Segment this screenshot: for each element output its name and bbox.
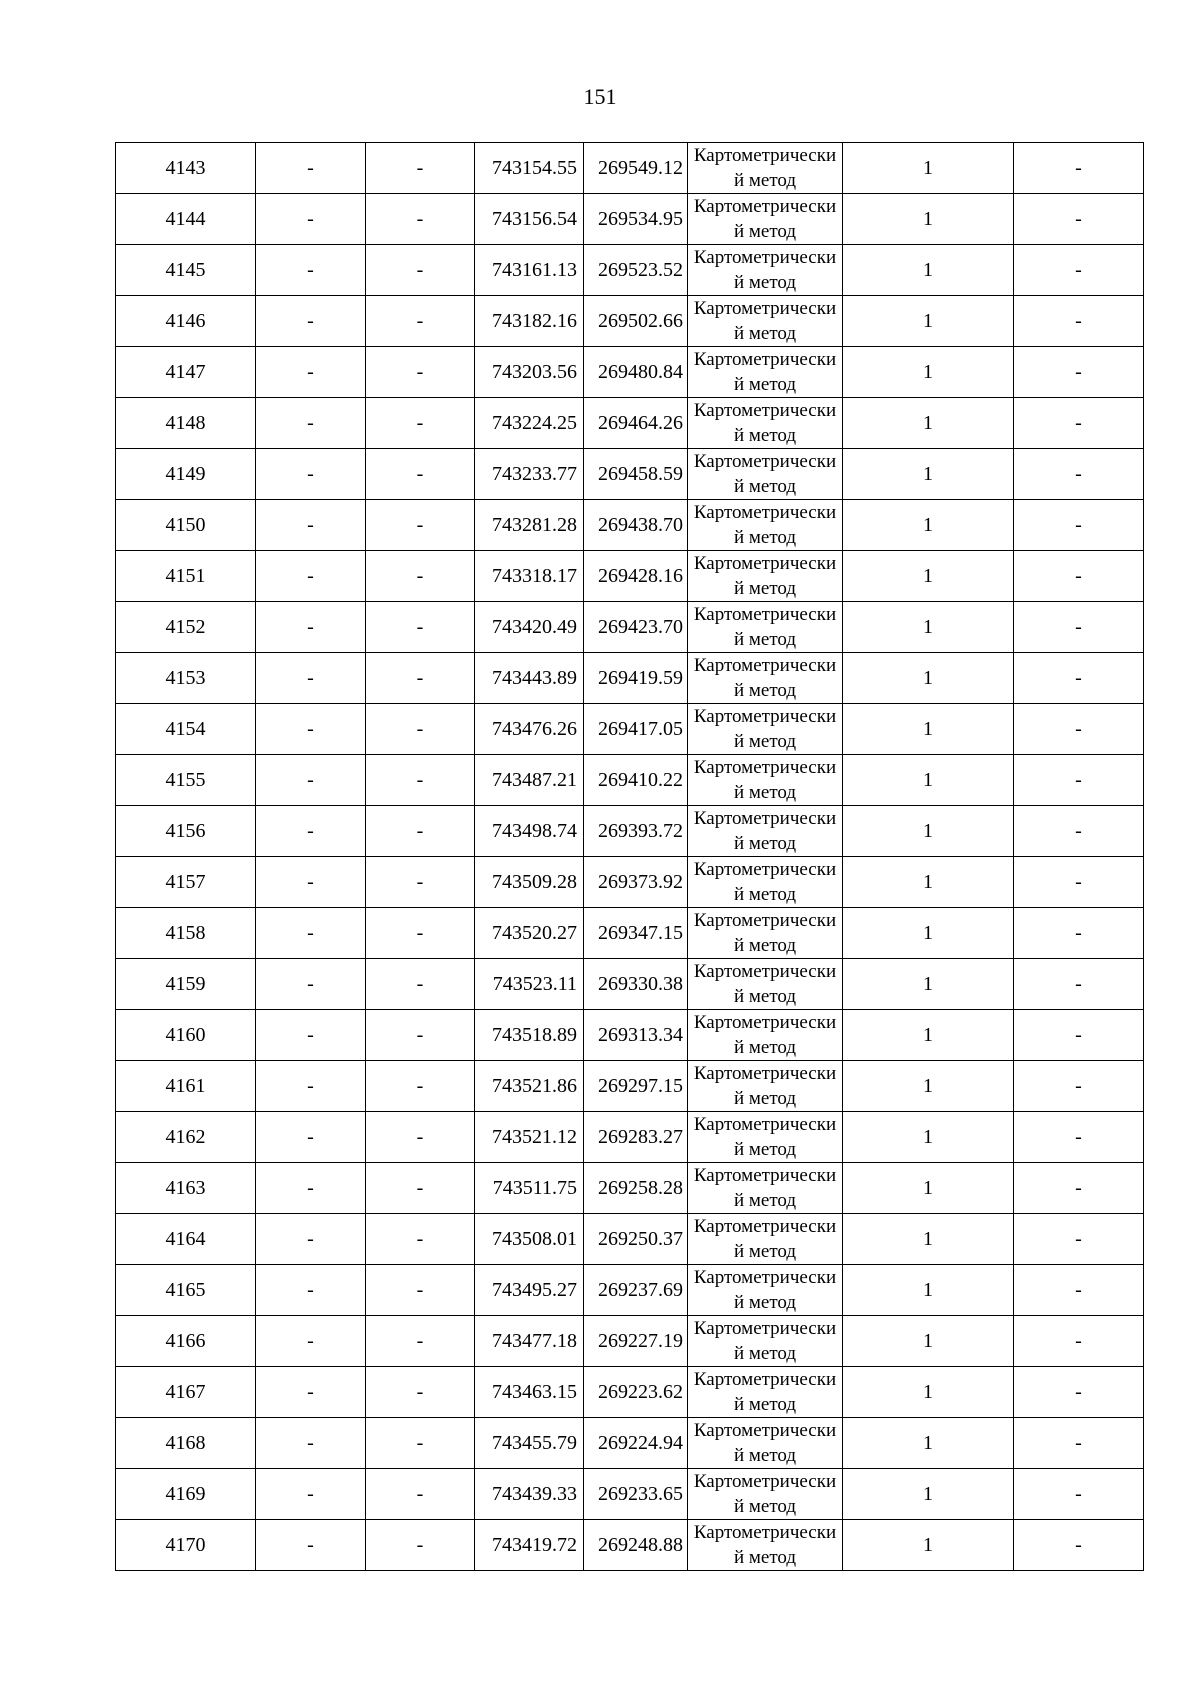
- note-cell: -: [1014, 1010, 1144, 1061]
- accuracy-cell: 1: [843, 347, 1014, 398]
- accuracy-cell: 1: [843, 1112, 1014, 1163]
- x-coordinate-cell: 743508.01: [475, 1214, 584, 1265]
- note-cell: -: [1014, 1469, 1144, 1520]
- x-coordinate-cell: 743203.56: [475, 347, 584, 398]
- x-coordinate-cell: 743495.27: [475, 1265, 584, 1316]
- note-cell: -: [1014, 806, 1144, 857]
- accuracy-cell: 1: [843, 959, 1014, 1010]
- table-row: [116, 704, 1144, 755]
- point-number-cell: 4166: [116, 1316, 256, 1367]
- y-coordinate-cell: 269373.92: [584, 857, 688, 908]
- dash-cell: -: [366, 1265, 475, 1316]
- dash-cell: -: [256, 551, 366, 602]
- dash-cell: -: [366, 653, 475, 704]
- dash-cell: -: [256, 653, 366, 704]
- point-number-cell: 4148: [116, 398, 256, 449]
- table-row: [116, 143, 1144, 194]
- y-coordinate-cell: 269248.88: [584, 1520, 688, 1571]
- y-coordinate-cell: 269502.66: [584, 296, 688, 347]
- x-coordinate-cell: 743521.12: [475, 1112, 584, 1163]
- note-cell: -: [1014, 347, 1144, 398]
- dash-cell: -: [366, 1418, 475, 1469]
- y-coordinate-cell: 269224.94: [584, 1418, 688, 1469]
- x-coordinate-cell: 743498.74: [475, 806, 584, 857]
- x-coordinate-cell: 743182.16: [475, 296, 584, 347]
- dash-cell: -: [366, 1163, 475, 1214]
- y-coordinate-cell: 269458.59: [584, 449, 688, 500]
- x-coordinate-cell: 743233.77: [475, 449, 584, 500]
- dash-cell: -: [366, 449, 475, 500]
- accuracy-cell: 1: [843, 653, 1014, 704]
- dash-cell: -: [256, 1520, 366, 1571]
- dash-cell: -: [256, 704, 366, 755]
- dash-cell: -: [366, 806, 475, 857]
- method-cell: Картометрический метод: [688, 704, 843, 755]
- accuracy-cell: 1: [843, 1418, 1014, 1469]
- accuracy-cell: 1: [843, 1163, 1014, 1214]
- table-row: [116, 806, 1144, 857]
- accuracy-cell: 1: [843, 1214, 1014, 1265]
- dash-cell: -: [256, 194, 366, 245]
- point-number-cell: 4167: [116, 1367, 256, 1418]
- method-cell: Картометрический метод: [688, 1265, 843, 1316]
- dash-cell: -: [366, 704, 475, 755]
- note-cell: -: [1014, 959, 1144, 1010]
- dash-cell: -: [366, 296, 475, 347]
- dash-cell: -: [256, 1469, 366, 1520]
- table-row: [116, 908, 1144, 959]
- accuracy-cell: 1: [843, 1316, 1014, 1367]
- point-number-cell: 4150: [116, 500, 256, 551]
- x-coordinate-cell: 743463.15: [475, 1367, 584, 1418]
- dash-cell: -: [366, 245, 475, 296]
- point-number-cell: 4158: [116, 908, 256, 959]
- dash-cell: -: [366, 143, 475, 194]
- table-row: [116, 1316, 1144, 1367]
- method-cell: Картометрический метод: [688, 296, 843, 347]
- x-coordinate-cell: 743161.13: [475, 245, 584, 296]
- y-coordinate-cell: 269549.12: [584, 143, 688, 194]
- note-cell: -: [1014, 1214, 1144, 1265]
- accuracy-cell: 1: [843, 1367, 1014, 1418]
- dash-cell: -: [256, 857, 366, 908]
- method-cell: Картометрический метод: [688, 959, 843, 1010]
- note-cell: -: [1014, 245, 1144, 296]
- dash-cell: -: [256, 755, 366, 806]
- dash-cell: -: [366, 959, 475, 1010]
- point-number-cell: 4160: [116, 1010, 256, 1061]
- note-cell: -: [1014, 551, 1144, 602]
- y-coordinate-cell: 269480.84: [584, 347, 688, 398]
- y-coordinate-cell: 269227.19: [584, 1316, 688, 1367]
- dash-cell: -: [256, 602, 366, 653]
- table-row: [116, 194, 1144, 245]
- dash-cell: -: [256, 245, 366, 296]
- point-number-cell: 4164: [116, 1214, 256, 1265]
- note-cell: -: [1014, 500, 1144, 551]
- method-cell: Картометрический метод: [688, 1163, 843, 1214]
- x-coordinate-cell: 743281.28: [475, 500, 584, 551]
- accuracy-cell: 1: [843, 500, 1014, 551]
- x-coordinate-cell: 743477.18: [475, 1316, 584, 1367]
- table-row: [116, 1112, 1144, 1163]
- method-cell: Картометрический метод: [688, 1061, 843, 1112]
- y-coordinate-cell: 269423.70: [584, 602, 688, 653]
- dash-cell: -: [256, 959, 366, 1010]
- note-cell: -: [1014, 857, 1144, 908]
- table-row: [116, 1469, 1144, 1520]
- method-cell: Картометрический метод: [688, 398, 843, 449]
- method-cell: Картометрический метод: [688, 1520, 843, 1571]
- method-cell: Картометрический метод: [688, 857, 843, 908]
- method-cell: Картометрический метод: [688, 1367, 843, 1418]
- accuracy-cell: 1: [843, 1469, 1014, 1520]
- table-row: [116, 1520, 1144, 1571]
- accuracy-cell: 1: [843, 1520, 1014, 1571]
- method-cell: Картометрический метод: [688, 1010, 843, 1061]
- note-cell: -: [1014, 398, 1144, 449]
- dash-cell: -: [366, 398, 475, 449]
- note-cell: -: [1014, 755, 1144, 806]
- table-row: [116, 347, 1144, 398]
- table-row: [116, 857, 1144, 908]
- x-coordinate-cell: 743511.75: [475, 1163, 584, 1214]
- accuracy-cell: 1: [843, 449, 1014, 500]
- table-row: [116, 1010, 1144, 1061]
- point-number-cell: 4165: [116, 1265, 256, 1316]
- y-coordinate-cell: 269283.27: [584, 1112, 688, 1163]
- dash-cell: -: [366, 755, 475, 806]
- dash-cell: -: [366, 551, 475, 602]
- method-cell: Картометрический метод: [688, 551, 843, 602]
- note-cell: -: [1014, 1418, 1144, 1469]
- y-coordinate-cell: 269523.52: [584, 245, 688, 296]
- dash-cell: -: [256, 806, 366, 857]
- accuracy-cell: 1: [843, 755, 1014, 806]
- y-coordinate-cell: 269297.15: [584, 1061, 688, 1112]
- x-coordinate-cell: 743156.54: [475, 194, 584, 245]
- method-cell: Картометрический метод: [688, 1112, 843, 1163]
- y-coordinate-cell: 269330.38: [584, 959, 688, 1010]
- x-coordinate-cell: 743154.55: [475, 143, 584, 194]
- accuracy-cell: 1: [843, 1265, 1014, 1316]
- method-cell: Картометрический метод: [688, 653, 843, 704]
- dash-cell: -: [256, 1265, 366, 1316]
- x-coordinate-cell: 743420.49: [475, 602, 584, 653]
- x-coordinate-cell: 743509.28: [475, 857, 584, 908]
- y-coordinate-cell: 269410.22: [584, 755, 688, 806]
- x-coordinate-cell: 743487.21: [475, 755, 584, 806]
- dash-cell: -: [366, 1469, 475, 1520]
- point-number-cell: 4169: [116, 1469, 256, 1520]
- dash-cell: -: [256, 1418, 366, 1469]
- dash-cell: -: [366, 347, 475, 398]
- dash-cell: -: [256, 500, 366, 551]
- table-row: [116, 602, 1144, 653]
- dash-cell: -: [366, 1214, 475, 1265]
- accuracy-cell: 1: [843, 602, 1014, 653]
- note-cell: -: [1014, 1163, 1144, 1214]
- point-number-cell: 4168: [116, 1418, 256, 1469]
- table-body: [116, 143, 1144, 1571]
- dash-cell: -: [256, 398, 366, 449]
- note-cell: -: [1014, 602, 1144, 653]
- method-cell: Картометрический метод: [688, 1316, 843, 1367]
- point-number-cell: 4146: [116, 296, 256, 347]
- point-number-cell: 4152: [116, 602, 256, 653]
- point-number-cell: 4153: [116, 653, 256, 704]
- method-cell: Картометрический метод: [688, 602, 843, 653]
- note-cell: -: [1014, 653, 1144, 704]
- y-coordinate-cell: 269258.28: [584, 1163, 688, 1214]
- y-coordinate-cell: 269419.59: [584, 653, 688, 704]
- dash-cell: -: [256, 296, 366, 347]
- x-coordinate-cell: 743455.79: [475, 1418, 584, 1469]
- method-cell: Картометрический метод: [688, 449, 843, 500]
- method-cell: Картометрический метод: [688, 500, 843, 551]
- point-number-cell: 4151: [116, 551, 256, 602]
- method-cell: Картометрический метод: [688, 908, 843, 959]
- method-cell: Картометрический метод: [688, 1418, 843, 1469]
- y-coordinate-cell: 269223.62: [584, 1367, 688, 1418]
- dash-cell: -: [256, 908, 366, 959]
- y-coordinate-cell: 269393.72: [584, 806, 688, 857]
- x-coordinate-cell: 743520.27: [475, 908, 584, 959]
- x-coordinate-cell: 743439.33: [475, 1469, 584, 1520]
- table-row: [116, 449, 1144, 500]
- point-number-cell: 4161: [116, 1061, 256, 1112]
- method-cell: Картометрический метод: [688, 1469, 843, 1520]
- x-coordinate-cell: 743443.89: [475, 653, 584, 704]
- dash-cell: -: [256, 1214, 366, 1265]
- dash-cell: -: [366, 602, 475, 653]
- note-cell: -: [1014, 908, 1144, 959]
- note-cell: -: [1014, 1061, 1144, 1112]
- table-row: [116, 500, 1144, 551]
- accuracy-cell: 1: [843, 551, 1014, 602]
- dash-cell: -: [256, 347, 366, 398]
- y-coordinate-cell: 269428.16: [584, 551, 688, 602]
- method-cell: Картометрический метод: [688, 194, 843, 245]
- dash-cell: -: [256, 1010, 366, 1061]
- note-cell: -: [1014, 296, 1144, 347]
- point-number-cell: 4156: [116, 806, 256, 857]
- dash-cell: -: [256, 1061, 366, 1112]
- dash-cell: -: [366, 857, 475, 908]
- dash-cell: -: [256, 143, 366, 194]
- y-coordinate-cell: 269250.37: [584, 1214, 688, 1265]
- note-cell: -: [1014, 194, 1144, 245]
- y-coordinate-cell: 269233.65: [584, 1469, 688, 1520]
- dash-cell: -: [256, 1112, 366, 1163]
- table-row: [116, 1367, 1144, 1418]
- accuracy-cell: 1: [843, 908, 1014, 959]
- x-coordinate-cell: 743419.72: [475, 1520, 584, 1571]
- x-coordinate-cell: 743521.86: [475, 1061, 584, 1112]
- note-cell: -: [1014, 1112, 1144, 1163]
- accuracy-cell: 1: [843, 806, 1014, 857]
- dash-cell: -: [366, 500, 475, 551]
- table-row: [116, 1214, 1144, 1265]
- dash-cell: -: [256, 1367, 366, 1418]
- table-row: [116, 1163, 1144, 1214]
- y-coordinate-cell: 269438.70: [584, 500, 688, 551]
- dash-cell: -: [256, 1316, 366, 1367]
- method-cell: Картометрический метод: [688, 1214, 843, 1265]
- method-cell: Картометрический метод: [688, 143, 843, 194]
- accuracy-cell: 1: [843, 194, 1014, 245]
- method-cell: Картометрический метод: [688, 347, 843, 398]
- point-number-cell: 4154: [116, 704, 256, 755]
- point-number-cell: 4149: [116, 449, 256, 500]
- note-cell: -: [1014, 704, 1144, 755]
- y-coordinate-cell: 269237.69: [584, 1265, 688, 1316]
- dash-cell: -: [366, 1010, 475, 1061]
- method-cell: Картометрический метод: [688, 755, 843, 806]
- dash-cell: -: [366, 1112, 475, 1163]
- note-cell: -: [1014, 1265, 1144, 1316]
- table-row: [116, 653, 1144, 704]
- y-coordinate-cell: 269417.05: [584, 704, 688, 755]
- point-number-cell: 4162: [116, 1112, 256, 1163]
- point-number-cell: 4170: [116, 1520, 256, 1571]
- point-number-cell: 4159: [116, 959, 256, 1010]
- accuracy-cell: 1: [843, 704, 1014, 755]
- table-row: [116, 398, 1144, 449]
- point-number-cell: 4144: [116, 194, 256, 245]
- accuracy-cell: 1: [843, 143, 1014, 194]
- y-coordinate-cell: 269313.34: [584, 1010, 688, 1061]
- dash-cell: -: [366, 1316, 475, 1367]
- note-cell: -: [1014, 1367, 1144, 1418]
- x-coordinate-cell: 743523.11: [475, 959, 584, 1010]
- y-coordinate-cell: 269464.26: [584, 398, 688, 449]
- page-number: 151: [583, 84, 617, 109]
- note-cell: -: [1014, 1316, 1144, 1367]
- table-row: [116, 245, 1144, 296]
- note-cell: -: [1014, 449, 1144, 500]
- y-coordinate-cell: 269534.95: [584, 194, 688, 245]
- table-row: [116, 959, 1144, 1010]
- accuracy-cell: 1: [843, 1010, 1014, 1061]
- point-number-cell: 4155: [116, 755, 256, 806]
- coordinates-table: [115, 142, 1144, 1571]
- dash-cell: -: [366, 194, 475, 245]
- point-number-cell: 4145: [116, 245, 256, 296]
- point-number-cell: 4147: [116, 347, 256, 398]
- x-coordinate-cell: 743518.89: [475, 1010, 584, 1061]
- dash-cell: -: [366, 908, 475, 959]
- table-row: [116, 1265, 1144, 1316]
- dash-cell: -: [366, 1367, 475, 1418]
- accuracy-cell: 1: [843, 857, 1014, 908]
- accuracy-cell: 1: [843, 398, 1014, 449]
- point-number-cell: 4143: [116, 143, 256, 194]
- accuracy-cell: 1: [843, 245, 1014, 296]
- method-cell: Картометрический метод: [688, 245, 843, 296]
- table-row: [116, 755, 1144, 806]
- note-cell: -: [1014, 143, 1144, 194]
- dash-cell: -: [256, 1163, 366, 1214]
- accuracy-cell: 1: [843, 1061, 1014, 1112]
- table-row: [116, 1061, 1144, 1112]
- point-number-cell: 4157: [116, 857, 256, 908]
- method-cell: Картометрический метод: [688, 806, 843, 857]
- table-row: [116, 551, 1144, 602]
- dash-cell: -: [366, 1061, 475, 1112]
- x-coordinate-cell: 743224.25: [475, 398, 584, 449]
- table-row: [116, 296, 1144, 347]
- point-number-cell: 4163: [116, 1163, 256, 1214]
- x-coordinate-cell: 743476.26: [475, 704, 584, 755]
- note-cell: -: [1014, 1520, 1144, 1571]
- x-coordinate-cell: 743318.17: [475, 551, 584, 602]
- table-row: [116, 1418, 1144, 1469]
- dash-cell: -: [256, 449, 366, 500]
- dash-cell: -: [366, 1520, 475, 1571]
- y-coordinate-cell: 269347.15: [584, 908, 688, 959]
- accuracy-cell: 1: [843, 296, 1014, 347]
